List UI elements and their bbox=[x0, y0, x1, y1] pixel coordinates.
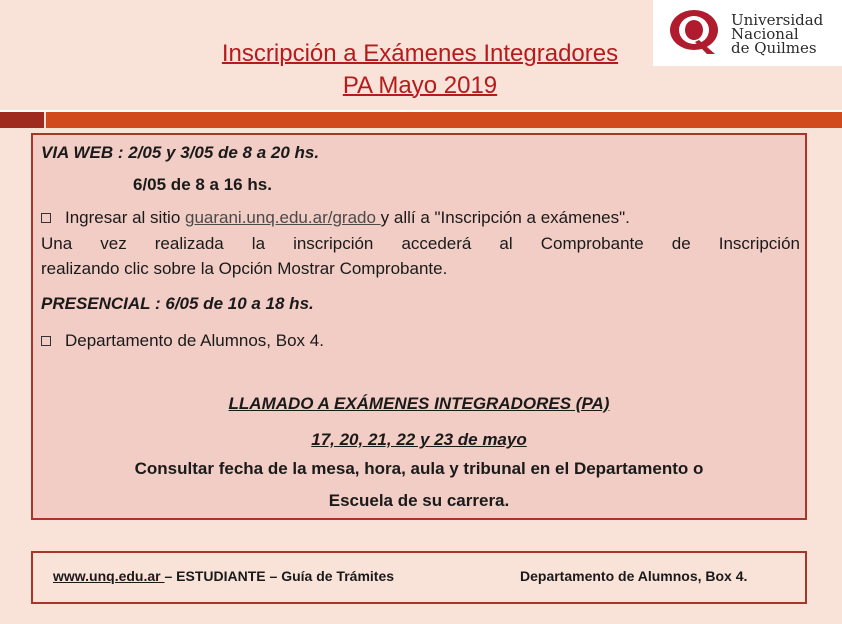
title-line-2: PA Mayo 2019 bbox=[342, 72, 498, 99]
via-web-second-date: 6/05 de 8 a 16 hs. bbox=[133, 175, 272, 194]
list-item-presencial bbox=[41, 330, 324, 352]
logo-text-line-3: de Quilmes bbox=[731, 39, 817, 57]
item1-prefix: Ingresar al sitio bbox=[65, 208, 185, 227]
footer-middle: – ESTUDIANTE – Guía de Trámites bbox=[164, 568, 395, 584]
square-bullet-icon bbox=[41, 336, 51, 346]
info-box bbox=[31, 133, 807, 520]
paragraph-line-2: realizando clic sobre la Opción Mostrar Comprobante. bbox=[41, 259, 448, 278]
item1-suffix: y allí a "Inscripción a exámenes". bbox=[380, 208, 630, 227]
footer-box bbox=[31, 551, 807, 604]
presencial-heading: PRESENCIAL : 6/05 de 10 a 18 hs. bbox=[41, 294, 314, 313]
logo-text bbox=[731, 13, 823, 55]
footer-link[interactable]: www.unq.edu.ar bbox=[53, 568, 165, 584]
footer-left bbox=[53, 566, 394, 586]
consult-line-1: Consultar fecha de la mesa, hora, aula y tribunal en el Departamento o bbox=[134, 459, 704, 478]
logo-text-line-2: Nacional bbox=[731, 25, 799, 43]
slide-header bbox=[0, 0, 842, 110]
title-line-1: Inscripción a Exámenes Integradores bbox=[221, 40, 619, 67]
exam-dates: 17, 20, 21, 22 y 23 de mayo bbox=[311, 430, 527, 449]
university-logo bbox=[653, 0, 842, 66]
guarani-link[interactable]: guarani.unq.edu.ar/grado bbox=[185, 208, 381, 227]
footer-right: Departamento de Alumnos, Box 4. bbox=[520, 568, 748, 584]
item2-text: Departamento de Alumnos, Box 4. bbox=[65, 331, 324, 350]
quilmes-logo-icon bbox=[667, 8, 723, 56]
via-web-heading: VIA WEB : 2/05 y 3/05 de 8 a 20 hs. bbox=[41, 143, 320, 162]
logo-text-line-1: Universidad bbox=[731, 11, 824, 29]
paragraph-line-1: Una vez realizada la inscripción accederá al Comprobante de Inscripción bbox=[41, 234, 800, 253]
accent-bar-left bbox=[0, 112, 44, 128]
square-bullet-icon bbox=[41, 213, 51, 223]
list-item-web bbox=[41, 207, 630, 229]
accent-bar bbox=[46, 112, 842, 128]
slide-title bbox=[120, 38, 720, 102]
consult-line-2: Escuela de su carrera. bbox=[328, 491, 510, 510]
llamado-heading: LLAMADO A EXÁMENES INTEGRADORES (PA) bbox=[228, 394, 610, 413]
